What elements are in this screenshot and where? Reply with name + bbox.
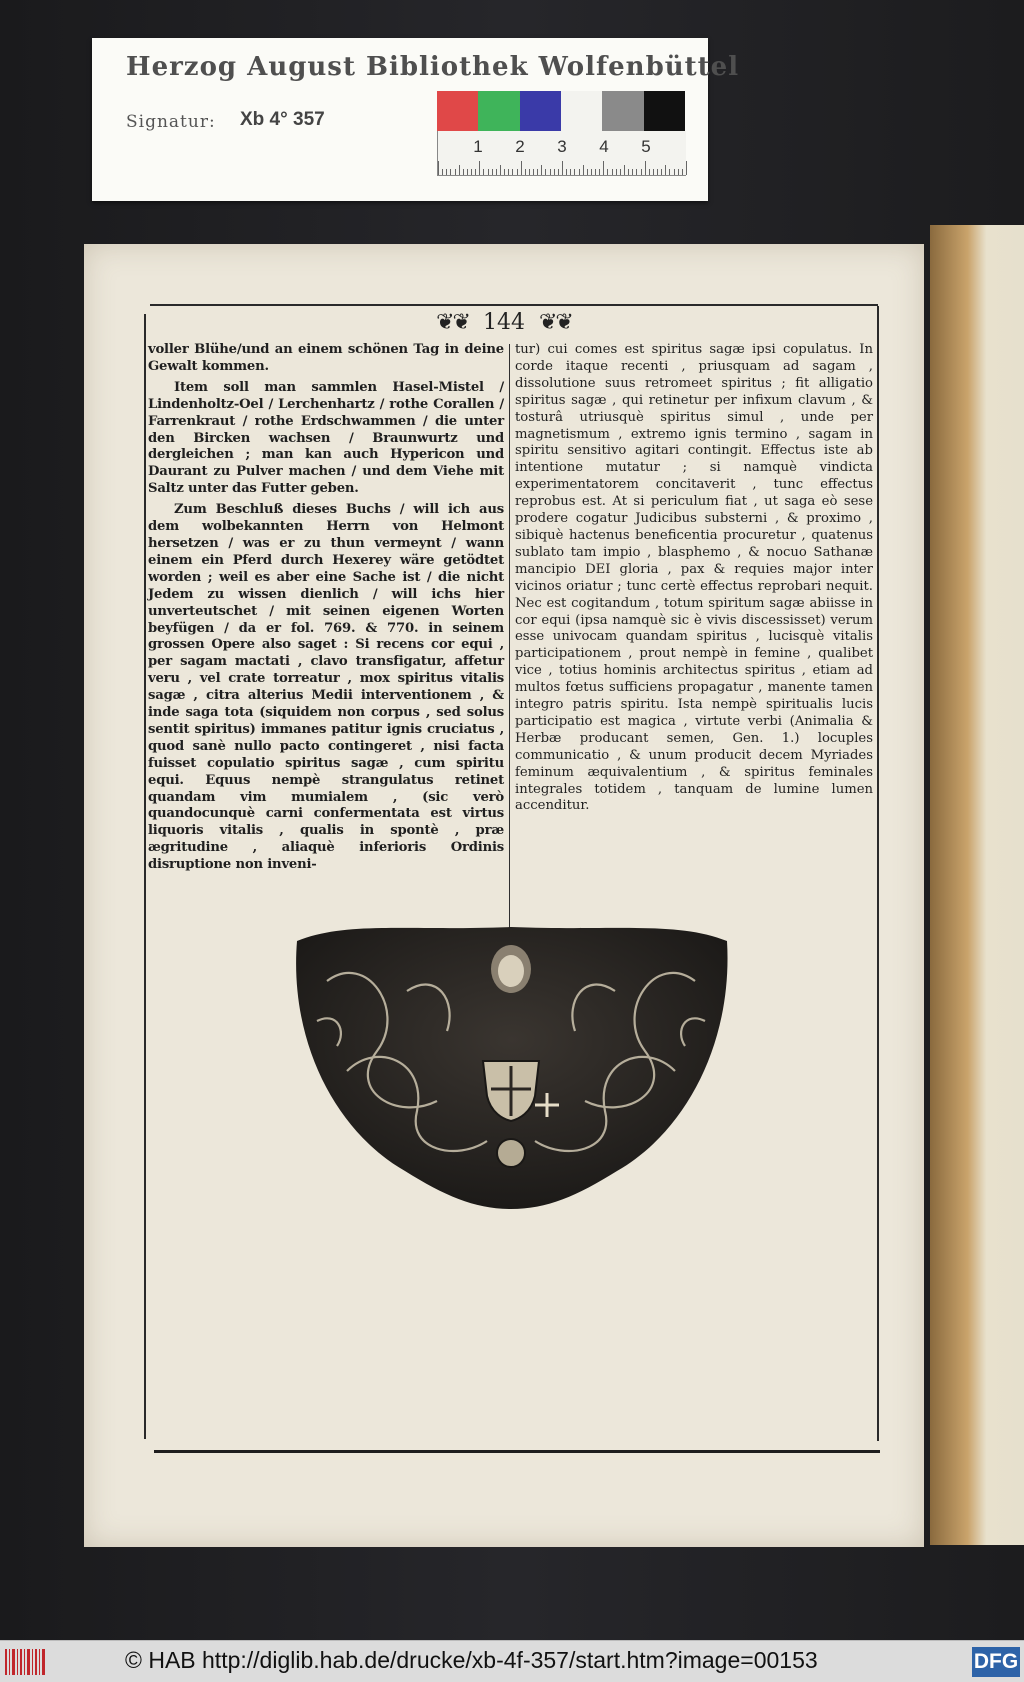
- scale-tick: [475, 169, 476, 175]
- scale-tick: [517, 169, 518, 175]
- scale-tick: [442, 169, 443, 175]
- scale-number: 1: [473, 137, 483, 156]
- scale-tick: [459, 165, 460, 175]
- footer-bar: [0, 1640, 1024, 1682]
- barcode-icon: [4, 1647, 48, 1677]
- frame-rule-right: [877, 306, 879, 1441]
- signature-label: Signatur:: [126, 112, 216, 132]
- scale-tick: [607, 169, 608, 175]
- scale-tick: [657, 169, 658, 175]
- color-swatches: [437, 91, 685, 131]
- library-name: Herzog August Bibliothek Wolfenbüttel: [126, 52, 740, 82]
- scale-tick: [450, 169, 451, 175]
- ornamental-vignette: [287, 921, 735, 1211]
- scale-tick: [636, 169, 637, 175]
- book-page: [84, 244, 924, 1547]
- paragraph: Zum Beschluß dieses Buchs / will ich aus dem wolbekannten Herrn von Helmont hersetzen / was er zu thun vermeynt / wann einem ein Pferd durch Hexerey wäre getödtet worden ; weil es aber eine Sache ist / die nicht Jedem zu wissen dienlich / will ichs hier unverteutschet / mit seinen eigenen Worten beyfügen / da er fol. 769. & 770. in seinem grossen Opere also saget : Si recens cor equi , per sagam mactati , clavo transfigatur, affetur veru , vel crate torreatur , mox spiritus vitalis sagæ , citra alterius Medii interventionem , & inde saga tota (siquidem non corpus , sed solus sentit spiritus) immanes patitur ignis cruciatus , quod sanè nullo pacto contingeret , nisi facta fuisset copulatio spiritus sagæ , cum spiritu equi. Equus nempè strangulatus retinet quandam vim mumialem , (sic verò quandocunquè carni confermentata est virtus liquoris vitalis , qualis in spontè , præ ægritudine , aliaquè inferioris Ordinis disruptione non inveni-: [148, 502, 504, 873]
- scale-tick: [603, 161, 604, 175]
- scale-tick: [483, 169, 484, 175]
- scale-tick: [653, 169, 654, 175]
- dfg-logo: DFG: [972, 1647, 1020, 1677]
- scale-tick: [686, 161, 687, 175]
- scale-tick: [471, 169, 472, 175]
- frame-rule-top: [150, 304, 878, 306]
- scale-tick: [504, 169, 505, 175]
- scale-tick: [669, 169, 670, 175]
- scale-number: 3: [557, 137, 567, 156]
- frame-rule-bottom: [154, 1450, 880, 1453]
- scale-tick: [550, 169, 551, 175]
- scale-tick: [661, 169, 662, 175]
- color-swatch: [602, 91, 643, 131]
- scale-number: 2: [515, 137, 525, 156]
- scale-tick: [579, 169, 580, 175]
- scale-tick: [479, 161, 480, 175]
- scale-tick: [616, 169, 617, 175]
- scale-tick: [570, 169, 571, 175]
- scale-tick: [558, 169, 559, 175]
- scale-tick: [463, 169, 464, 175]
- scale-tick: [599, 169, 600, 175]
- scale-tick: [645, 161, 646, 175]
- library-label-card: [92, 38, 740, 201]
- scale-tick: [521, 161, 522, 175]
- paragraph: voller Blühe/und an einem schönen Tag in deine Gewalt kommen.: [148, 342, 504, 374]
- scale-tick: [649, 169, 650, 175]
- scale-tick: [525, 169, 526, 175]
- scale-number: 5: [641, 137, 651, 156]
- color-swatch: [561, 91, 602, 131]
- paragraph: Item soll man sammlen Hasel-Mistel / Lindenholtz-Oel / Lerchenhartz / rothe Corallen / Farrenkraut / rothe Erdschwammen / die unter den Bircken wachsen / Braunwurtz und dergleichen ; man kan auch Hypericon und Daurant zu Pulver machen / und dem Viehe mit Saltz unter das Futter geben.: [148, 379, 504, 497]
- scale-tick: [533, 169, 534, 175]
- scale-tick: [500, 165, 501, 175]
- scale-tick: [665, 165, 666, 175]
- color-swatch: [520, 91, 561, 131]
- copyright-link[interactable]: © HAB http://diglib.hab.de/drucke/xb-4f-357/start.htm?image=00153: [125, 1647, 818, 1673]
- facing-page-edge: [930, 225, 1024, 1545]
- color-swatch: [437, 91, 478, 131]
- scale-tick: [562, 161, 563, 175]
- scale-tick: [628, 169, 629, 175]
- scale-tick: [587, 169, 588, 175]
- scale-tick: [641, 169, 642, 175]
- frame-rule-left: [144, 314, 146, 1439]
- scale-tick: [467, 169, 468, 175]
- scale-tick: [566, 169, 567, 175]
- scale-tick: [541, 165, 542, 175]
- left-column: [148, 342, 504, 874]
- scale-tick: [492, 169, 493, 175]
- scale-tick: [620, 169, 621, 175]
- signature-value: Xb 4° 357: [240, 109, 325, 130]
- header-ornament-left: ❦❦: [436, 309, 469, 335]
- scale-tick: [583, 165, 584, 175]
- scale-tick: [537, 169, 538, 175]
- page-number: 144: [483, 309, 525, 335]
- scale-tick: [512, 169, 513, 175]
- scale-tick: [595, 169, 596, 175]
- scale-tick: [674, 169, 675, 175]
- page-header: [384, 307, 624, 337]
- scale-tick: [496, 169, 497, 175]
- scale-tick: [529, 169, 530, 175]
- scale-tick: [574, 169, 575, 175]
- scale-tick: [624, 165, 625, 175]
- scale-tick: [632, 169, 633, 175]
- scale-tick: [554, 169, 555, 175]
- scale-tick: [678, 169, 679, 175]
- scale-tick: [446, 169, 447, 175]
- scale-tick: [682, 169, 683, 175]
- scale-number: 4: [599, 137, 609, 156]
- scale-tick: [508, 169, 509, 175]
- header-ornament-right: ❦❦: [539, 309, 572, 335]
- measuring-scale: [437, 131, 686, 176]
- scale-tick: [438, 161, 439, 175]
- right-column: [515, 342, 873, 815]
- scale-tick: [455, 169, 456, 175]
- scale-tick: [488, 169, 489, 175]
- scale-tick: [591, 169, 592, 175]
- color-swatch: [478, 91, 519, 131]
- color-swatch: [644, 91, 685, 131]
- paragraph: tur) cui comes est spiritus sagæ ipsi copulatus. In corde itaque recenti , priusquam ad sagam , dissolutione suus retromeet spiritus ; fit alligatio spiritus sagæ , qui retinetur per infixum clavum , & tosturâ utriusquè spiritus simul , unde per magnetismum , extremo ignis termino , sagam in spiritu sensitivo agitari contingit. Effectus iste ab intentione mutatur ; si namquè vindicta experimentatorem concitaverit , tunc effectus reprobus est. At si periculum fiat , ut saga eò sese prodere cogatur Judicibus substerni , & proximo , sibiquè hactenus beneficentia procuretur , quatenus sublato tam impio , blasphemo , & nocuo Sathanæ mancipio DEI gloria , pax & requies major inter vicinos oriatur ; tunc certè effectus reprobari nequit. Nec est cogitandum , totum spiritum sagæ abiisse in cor equi (ipsa namquè sic è vivis discessisset) verum esse univocam quandam spiritus , lucisquè vitalis participationem , prout nempè in femine , qualibet vice , totius hominis architectus spiritus , etiam ad multos fœtus sufficiens propagatur , manente tamen integro patris spiritu. Ista nempè spiritualis lucis participatio est magica , virtute verbi (Animalia & Herbæ producant semen, Gen. 1.) locuples communicatio , & unum producit decem Myriades feminum æquivalentium , & spiritus feminales integrales totidem , tanquam de lumine lumen accenditur.: [515, 342, 873, 814]
- scale-tick: [545, 169, 546, 175]
- scale-tick: [612, 169, 613, 175]
